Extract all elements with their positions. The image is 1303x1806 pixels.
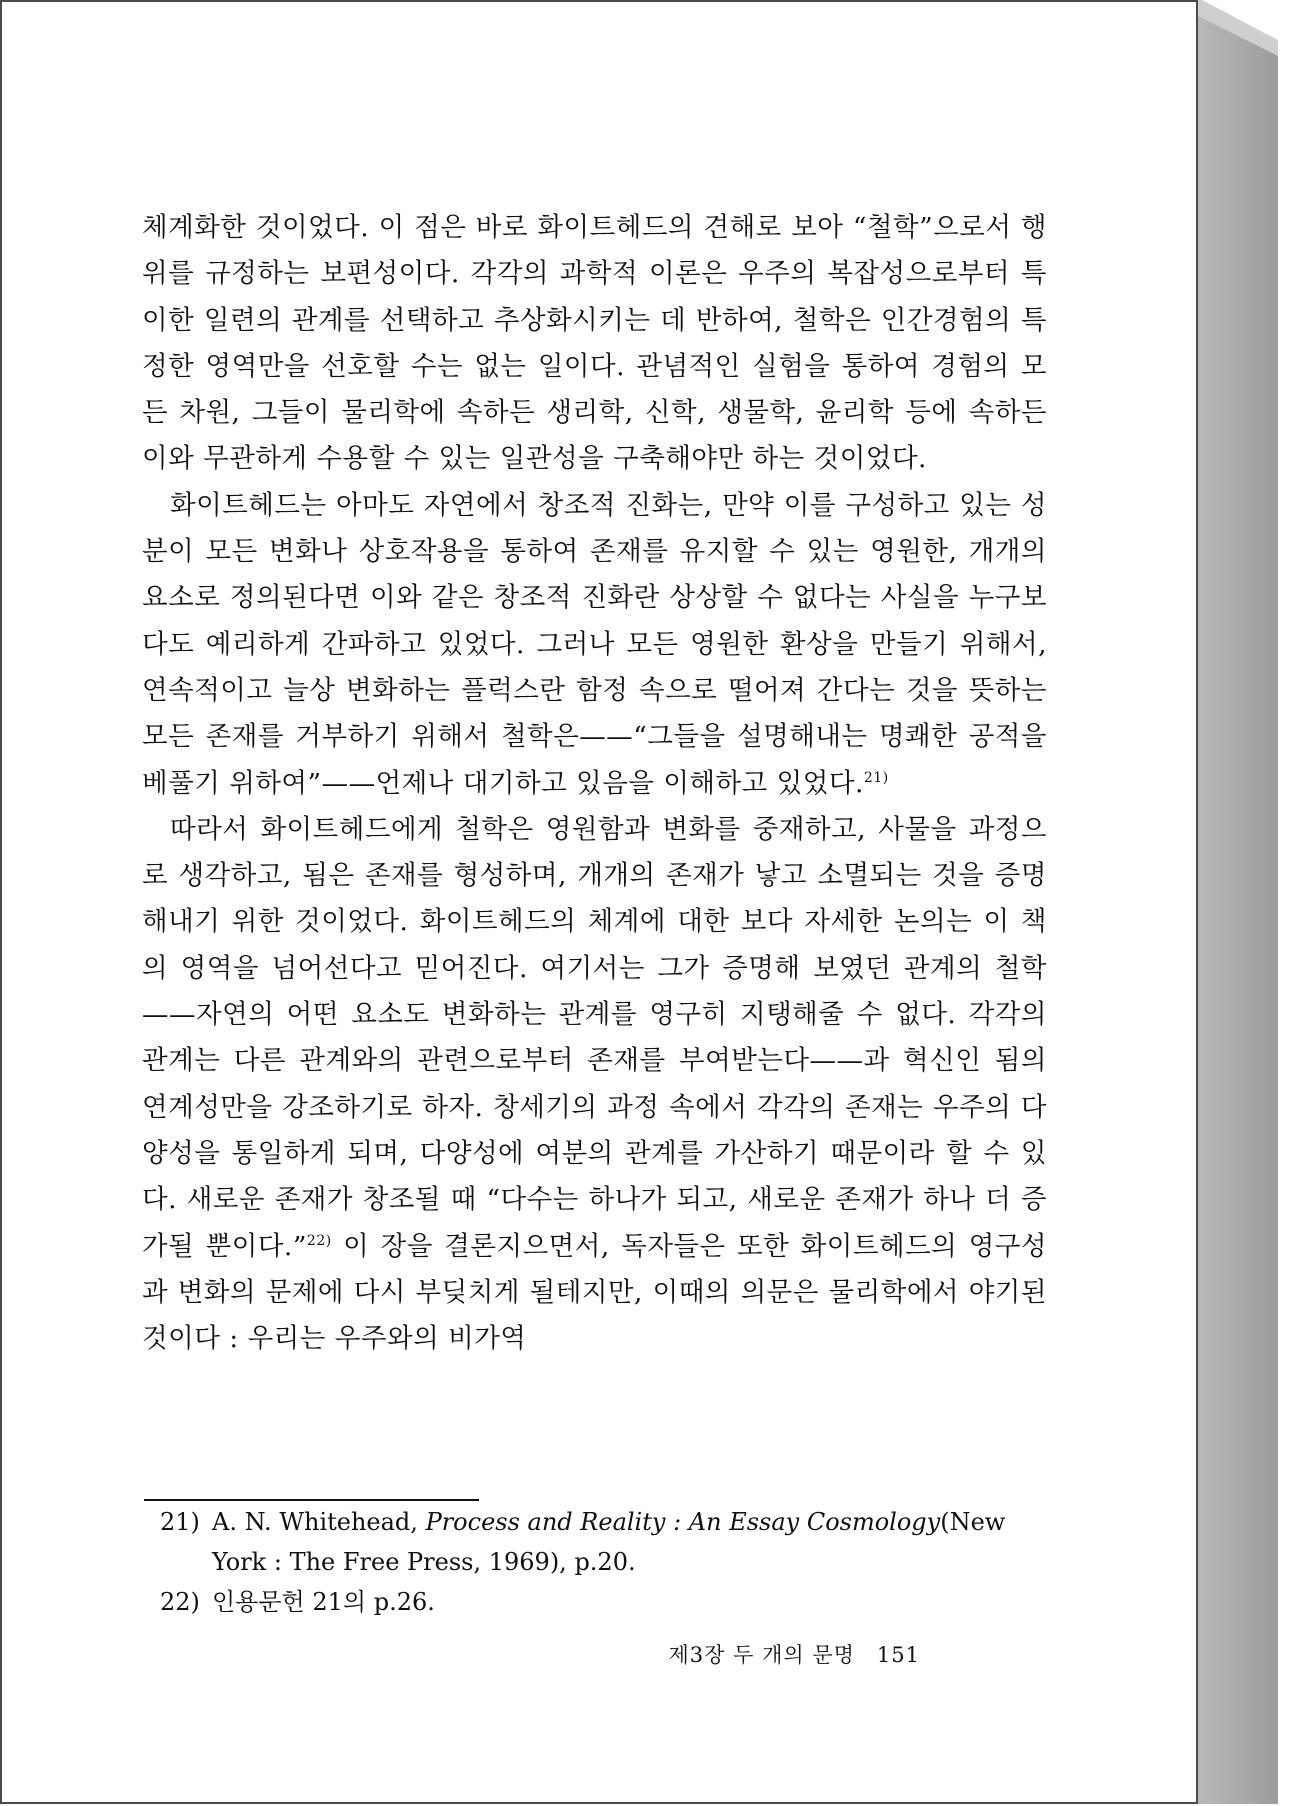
footnotes [160,1502,1050,1622]
book-edge-side [1198,16,1278,1804]
footnote-22 [160,1582,1050,1622]
footnote-number: 21) [160,1508,200,1536]
footnote-number: 22) [160,1588,200,1616]
footnote-text: 인용문헌 21의 p.26. [212,1588,435,1616]
paragraph-2 [142,483,1047,807]
footnote-divider [144,1499,479,1501]
footnote-book-title: Process and Reality : An Essay Cosmology [425,1508,941,1536]
footnote-ref-22: 22) [306,1232,332,1249]
paragraph-1: 체계화한 것이었다. 이 점은 바로 화이트헤드의 견해로 보아 “철학”으로서 행위를 규정하는 보편성이다. 각각의 과학적 이론은 우주의 복잡성으로부터 특이한 일련의 관계를 선택하고 추상화시키는 데 반하여, 철학은 인간경험의 특정한 영역만을 선호할 수는 없는 일이다. 관념적인 실험을 통하여 경험의 모든 차원, 그들이 물리학에 속하든 생리학, 신학, 생물학, 윤리학 등에 속하든 이와 무관하게 수용할 수 있는 일관성을 구축해야만 하는 것이었다. [142,212,1047,475]
chapter-title: 제3장 두 개의 문명 [668,1643,855,1667]
paragraph-3 [142,807,1047,1363]
running-footer [669,1639,920,1669]
footnote-author: A. N. Whitehead, [212,1508,418,1536]
footnote-ref-21: 21) [863,769,889,786]
footnote-publisher: (New York : The Free Press, 1969), p.20. [212,1508,1006,1576]
footnote-21 [160,1502,1050,1582]
body-text [142,205,1047,1362]
page-number: 151 [876,1643,920,1667]
paragraph-3-text: 따라서 화이트헤드에게 철학은 영원함과 변화를 중재하고, 사물을 과정으로 생각하고, 됨은 존재를 형성하며, 개개의 존재가 낳고 소멸되는 것을 증명해내기 위한 것이었다. 화이트헤드의 체계에 대한 보다 자세한 논의는 이 책의 영역을 넘어선다고 믿어진다. 여기서는 그가 증명해 보였던 관계의 철학——자연의 어떤 요소도 변화하는 관계를 영구히 지탱해줄 수 없다. 각각의 관계는 다른 관계와의 관련으로부터 존재를 부여받는다——과 혁신인 됨의 연계성만을 강조하기로 하자. 창세기의 과정 속에서 각각의 존재는 우주의 다양성을 통일하게 되며, 다양성에 여분의 관계를 가산하기 때문이라 할 수 있다. 새로운 존재가 창조될 때 “다수는 하나가 되고, 새로운 존재가 하나 더 증가될 뿐이다.” [142,813,1047,1262]
paragraph-3-tail: 이 장을 결론지으면서, 독자들은 또한 화이트헤드의 영구성과 변화의 문제에 다시 부딪치게 될테지만, 이때의 의문은 물리학에서 야기된 것이다 : 우리는 우주와의 비가역 [142,1230,1048,1355]
paragraph-2-text: 화이트헤드는 아마도 자연에서 창조적 진화는, 만약 이를 구성하고 있는 성분이 모든 변화나 상호작용을 통하여 존재를 유지할 수 있는 영원한, 개개의 요소로 정의된다면 이와 같은 창조적 진화란 상상할 수 없다는 사실을 누구보다도 예리하게 간파하고 있었다. 그러나 모든 영원한 환상을 만들기 위해서, 연속적이고 늘상 변화하는 플럭스란 함정 속으로 떨어져 간다는 것을 뜻하는 모든 존재를 거부하기 위해서 철학은——“그들을 설명해내는 명쾌한 공적을 베풀기 위하여”——언제나 대기하고 있음을 이해하고 있었다. [142,489,1047,799]
